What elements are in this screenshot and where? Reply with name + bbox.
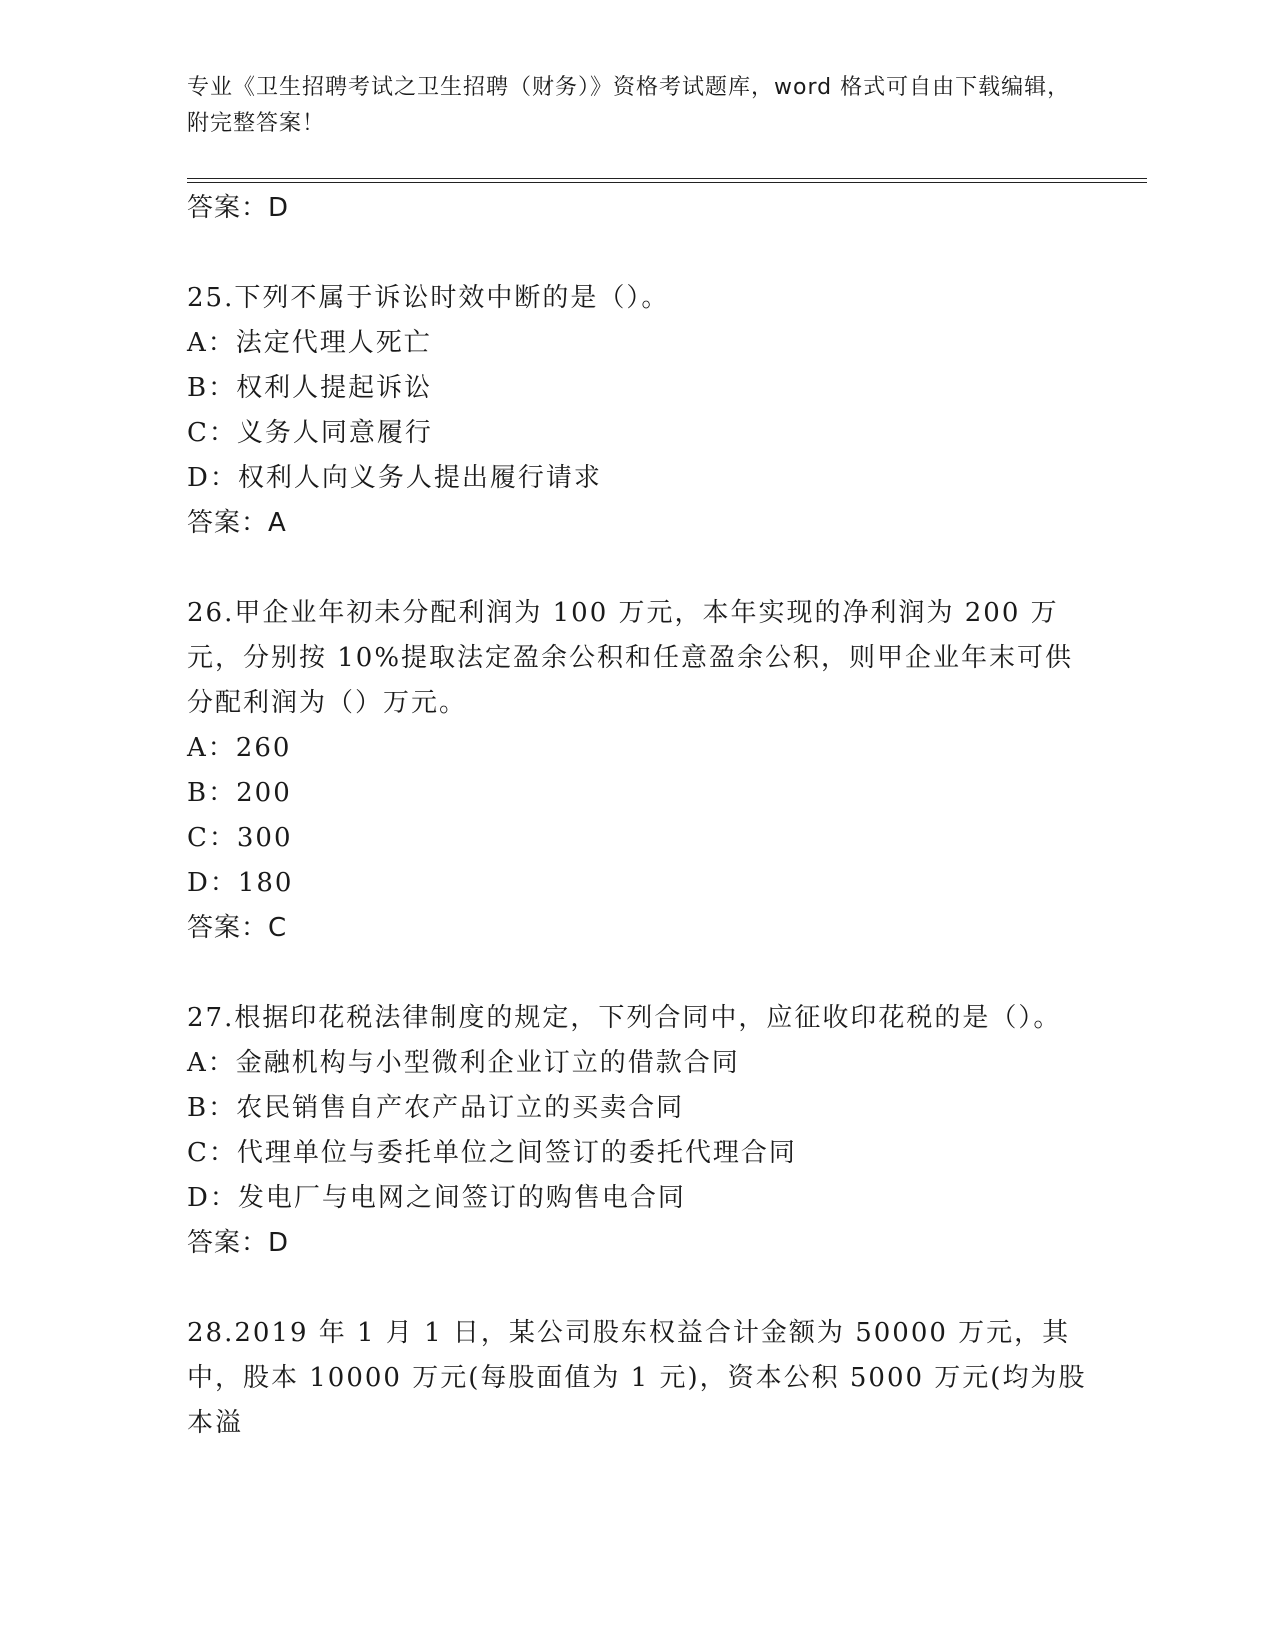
question-28	[187, 1311, 1087, 1446]
option-a: A：金融机构与小型微利企业订立的借款合同	[187, 1048, 740, 1078]
answer-27: 答案：D	[187, 1228, 290, 1258]
option-b: B：农民销售自产农产品订立的买卖合同	[187, 1093, 685, 1123]
question-text: 27.根据印花税法律制度的规定，下列合同中，应征收印花税的是（）。	[187, 1003, 1062, 1033]
option-b: B：200	[187, 778, 292, 808]
option-d: D：权利人向义务人提出履行请求	[187, 463, 602, 493]
question-text: 28.2019 年 1 月 1 日，某公司股东权益合计金额为 50000 万元，其中，股本 10000 万元(每股面值为 1 元)，资本公积 5000 万元(均为股本溢	[187, 1318, 1087, 1438]
option-c: C：代理单位与委托单位之间签订的委托代理合同	[187, 1138, 797, 1168]
header-rule	[187, 178, 1147, 183]
question-text: 25.下列不属于诉讼时效中断的是（）。	[187, 283, 670, 313]
question-27	[187, 996, 1087, 1265]
option-a: A：法定代理人死亡	[187, 328, 432, 358]
question-list	[187, 186, 1087, 1446]
answer-24: 答案：D	[187, 193, 290, 223]
question-25	[187, 276, 1087, 545]
option-a: A：260	[187, 733, 292, 763]
answer-26: 答案：C	[187, 913, 288, 943]
answer-25: 答案：A	[187, 508, 287, 538]
option-c: C：300	[187, 823, 293, 853]
page-header: 专业《卫生招聘考试之卫生招聘（财务）》资格考试题库，word 格式可自由下载编辑，附完整答案！	[187, 75, 1071, 136]
option-c: C：义务人同意履行	[187, 418, 433, 448]
option-d: D：发电厂与电网之间签订的购售电合同	[187, 1183, 686, 1213]
question-text: 26.甲企业年初未分配利润为 100 万元，本年实现的净利润为 200 万元，分别按 10%提取法定盈余公积和任意盈余公积，则甲企业年末可供分配利润为（）万元。	[187, 598, 1074, 718]
option-b: B：权利人提起诉讼	[187, 373, 433, 403]
option-d: D：180	[187, 868, 294, 898]
question-26	[187, 591, 1087, 950]
